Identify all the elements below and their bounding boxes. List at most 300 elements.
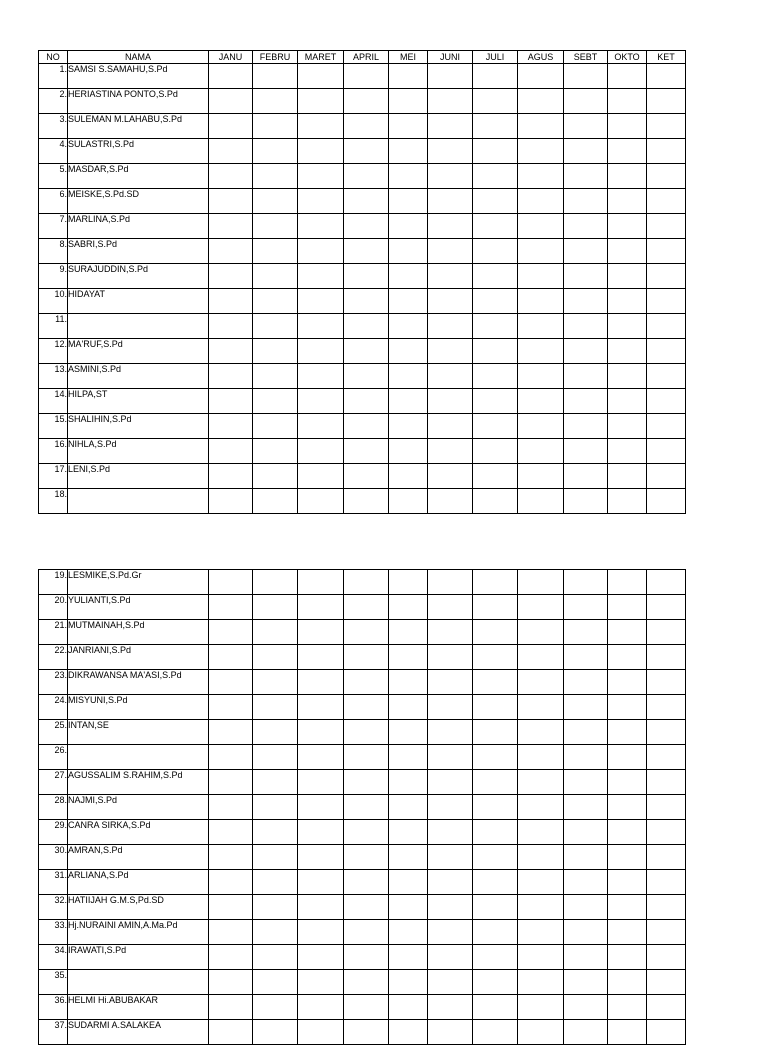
header-januari: JANU [209,51,253,64]
row-number: 4. [39,139,68,164]
table-row [39,620,686,645]
empty-cell [298,314,344,339]
empty-cell [608,720,647,745]
empty-cell [298,820,344,845]
row-number: 18. [39,489,68,514]
empty-cell [647,995,686,1020]
empty-cell [564,264,608,289]
empty-cell [518,920,564,945]
empty-cell [298,970,344,995]
empty-cell [253,570,298,595]
row-name: IRAWATI,S.Pd [68,945,209,970]
empty-cell [253,845,298,870]
empty-cell [344,489,389,514]
empty-cell [389,770,428,795]
empty-cell [647,364,686,389]
empty-cell [473,795,518,820]
empty-cell [564,995,608,1020]
empty-cell [209,414,253,439]
row-number: 3. [39,114,68,139]
empty-cell [647,795,686,820]
empty-cell [209,1020,253,1045]
empty-cell [608,189,647,214]
empty-cell [298,620,344,645]
empty-cell [608,995,647,1020]
empty-cell [298,920,344,945]
empty-cell [209,239,253,264]
table-row [39,264,686,289]
row-number: 28. [39,795,68,820]
empty-cell [298,945,344,970]
empty-cell [564,895,608,920]
empty-cell [389,720,428,745]
table-row [39,139,686,164]
empty-cell [608,64,647,89]
empty-cell [428,489,473,514]
empty-cell [253,489,298,514]
empty-cell [389,364,428,389]
row-name: AMRAN,S.Pd [68,845,209,870]
empty-cell [647,945,686,970]
empty-cell [209,389,253,414]
empty-cell [518,339,564,364]
empty-cell [428,945,473,970]
empty-cell [608,870,647,895]
empty-cell [344,439,389,464]
row-name: HATIIJAH G.M.S,Pd.SD [68,895,209,920]
empty-cell [298,489,344,514]
empty-cell [428,89,473,114]
empty-cell [428,164,473,189]
empty-cell [518,845,564,870]
row-name: LENI,S.Pd [68,464,209,489]
empty-cell [344,164,389,189]
empty-cell [473,745,518,770]
empty-cell [473,489,518,514]
row-number: 12. [39,339,68,364]
empty-cell [209,289,253,314]
row-number: 22. [39,645,68,670]
empty-cell [298,139,344,164]
empty-cell [428,620,473,645]
row-name [68,489,209,514]
row-name: MA'RUF,S.Pd [68,339,209,364]
empty-cell [608,239,647,264]
empty-cell [389,189,428,214]
row-name: HILPA,ST [68,389,209,414]
empty-cell [298,720,344,745]
empty-cell [564,620,608,645]
empty-cell [647,595,686,620]
empty-cell [209,920,253,945]
empty-cell [389,264,428,289]
empty-cell [473,139,518,164]
empty-cell [428,189,473,214]
empty-cell [647,289,686,314]
empty-cell [389,670,428,695]
table-row [39,114,686,139]
empty-cell [209,570,253,595]
empty-cell [344,570,389,595]
empty-cell [564,114,608,139]
table-row [39,64,686,89]
empty-cell [608,364,647,389]
row-name: SHALIHIN,S.Pd [68,414,209,439]
empty-cell [647,114,686,139]
empty-cell [428,670,473,695]
empty-cell [209,439,253,464]
empty-cell [253,970,298,995]
row-name: SURAJUDDIN,S.Pd [68,264,209,289]
empty-cell [253,870,298,895]
empty-cell [344,314,389,339]
empty-cell [428,364,473,389]
empty-cell [428,695,473,720]
empty-cell [209,314,253,339]
empty-cell [253,820,298,845]
empty-cell [647,164,686,189]
empty-cell [564,670,608,695]
empty-cell [209,464,253,489]
empty-cell [344,139,389,164]
empty-cell [209,339,253,364]
empty-cell [564,820,608,845]
empty-cell [428,895,473,920]
empty-cell [473,720,518,745]
empty-cell [389,1020,428,1045]
empty-cell [298,164,344,189]
empty-cell [564,970,608,995]
empty-cell [647,389,686,414]
empty-cell [518,570,564,595]
table-row [39,189,686,214]
attendance-table-page-1 [38,50,686,514]
empty-cell [608,489,647,514]
empty-cell [253,945,298,970]
empty-cell [253,464,298,489]
empty-cell [608,820,647,845]
empty-cell [518,264,564,289]
empty-cell [564,645,608,670]
table-row [39,895,686,920]
empty-cell [428,339,473,364]
empty-cell [473,414,518,439]
row-name: SULEMAN M.LAHABU,S.Pd [68,114,209,139]
row-number: 26. [39,745,68,770]
empty-cell [389,489,428,514]
empty-cell [344,770,389,795]
empty-cell [389,414,428,439]
empty-cell [389,620,428,645]
empty-cell [389,114,428,139]
empty-cell [608,645,647,670]
empty-cell [428,720,473,745]
empty-cell [298,795,344,820]
empty-cell [564,314,608,339]
empty-cell [298,745,344,770]
empty-cell [473,214,518,239]
empty-cell [473,64,518,89]
empty-cell [564,289,608,314]
table-row [39,89,686,114]
empty-cell [518,214,564,239]
header-mei: MEI [389,51,428,64]
row-number: 15. [39,414,68,439]
empty-cell [608,570,647,595]
empty-cell [518,89,564,114]
empty-cell [389,595,428,620]
empty-cell [428,114,473,139]
empty-cell [344,870,389,895]
row-name: MARLINA,S.Pd [68,214,209,239]
row-number: 1. [39,64,68,89]
empty-cell [253,339,298,364]
empty-cell [647,1020,686,1045]
table-row [39,389,686,414]
empty-cell [518,414,564,439]
empty-cell [608,389,647,414]
empty-cell [389,795,428,820]
empty-cell [518,795,564,820]
empty-cell [473,845,518,870]
row-number: 9. [39,264,68,289]
row-number: 37. [39,1020,68,1045]
empty-cell [647,745,686,770]
empty-cell [389,314,428,339]
empty-cell [564,945,608,970]
empty-cell [253,89,298,114]
empty-cell [647,89,686,114]
row-name: AGUSSALIM S.RAHIM,S.Pd [68,770,209,795]
table-row [39,164,686,189]
empty-cell [518,895,564,920]
empty-cell [428,920,473,945]
empty-cell [564,770,608,795]
empty-cell [473,439,518,464]
table-row [39,770,686,795]
empty-cell [209,489,253,514]
empty-cell [647,670,686,695]
empty-cell [518,1020,564,1045]
empty-cell [428,464,473,489]
empty-cell [298,189,344,214]
row-name [68,314,209,339]
empty-cell [428,314,473,339]
empty-cell [209,845,253,870]
empty-cell [344,845,389,870]
empty-cell [518,464,564,489]
empty-cell [209,770,253,795]
empty-cell [473,570,518,595]
row-number: 32. [39,895,68,920]
attendance-table-page-2 [38,569,686,1045]
empty-cell [473,314,518,339]
row-number: 5. [39,164,68,189]
empty-cell [564,489,608,514]
header-agustus: AGUS [518,51,564,64]
empty-cell [564,720,608,745]
empty-cell [428,414,473,439]
empty-cell [298,645,344,670]
row-number: 36. [39,995,68,1020]
empty-cell [253,1020,298,1045]
empty-cell [389,970,428,995]
empty-cell [389,895,428,920]
empty-cell [608,845,647,870]
empty-cell [608,945,647,970]
empty-cell [647,139,686,164]
table-row [39,695,686,720]
empty-cell [473,945,518,970]
header-row [39,51,686,64]
row-name: CANRA SIRKA,S.Pd [68,820,209,845]
row-name: ASMINI,S.Pd [68,364,209,389]
table-row [39,414,686,439]
empty-cell [518,364,564,389]
table-row [39,570,686,595]
empty-cell [564,920,608,945]
empty-cell [473,239,518,264]
empty-cell [389,995,428,1020]
row-name: SABRI,S.Pd [68,239,209,264]
empty-cell [428,570,473,595]
row-name: MEISKE,S.Pd.SD [68,189,209,214]
table-row [39,1020,686,1045]
empty-cell [647,970,686,995]
empty-cell [647,214,686,239]
row-number: 24. [39,695,68,720]
empty-cell [253,414,298,439]
empty-cell [473,645,518,670]
table-row [39,945,686,970]
empty-cell [209,89,253,114]
table-row [39,795,686,820]
empty-cell [647,489,686,514]
row-name: NIHLA,S.Pd [68,439,209,464]
empty-cell [344,339,389,364]
empty-cell [298,870,344,895]
empty-cell [647,239,686,264]
row-number: 6. [39,189,68,214]
empty-cell [209,995,253,1020]
row-name: INTAN,SE [68,720,209,745]
row-name: HELMI Hi.ABUBAKAR [68,995,209,1020]
empty-cell [518,945,564,970]
empty-cell [647,845,686,870]
empty-cell [253,164,298,189]
empty-cell [428,870,473,895]
row-name: JANRIANI,S.Pd [68,645,209,670]
empty-cell [253,920,298,945]
table-row [39,464,686,489]
empty-cell [647,64,686,89]
empty-cell [518,314,564,339]
empty-cell [389,64,428,89]
empty-cell [518,670,564,695]
empty-cell [209,139,253,164]
empty-cell [389,439,428,464]
empty-cell [518,870,564,895]
empty-cell [344,214,389,239]
empty-cell [647,720,686,745]
empty-cell [389,645,428,670]
empty-cell [389,89,428,114]
row-number: 31. [39,870,68,895]
empty-cell [608,439,647,464]
empty-cell [298,264,344,289]
row-number: 11. [39,314,68,339]
empty-cell [473,389,518,414]
empty-cell [389,339,428,364]
empty-cell [564,870,608,895]
empty-cell [253,895,298,920]
empty-cell [647,620,686,645]
empty-cell [344,239,389,264]
empty-cell [473,870,518,895]
empty-cell [647,414,686,439]
empty-cell [253,64,298,89]
empty-cell [518,239,564,264]
empty-cell [344,414,389,439]
empty-cell [647,189,686,214]
empty-cell [564,89,608,114]
empty-cell [428,264,473,289]
empty-cell [298,414,344,439]
empty-cell [608,670,647,695]
empty-cell [253,695,298,720]
empty-cell [298,214,344,239]
row-name [68,970,209,995]
empty-cell [647,339,686,364]
empty-cell [253,745,298,770]
empty-cell [608,214,647,239]
empty-cell [428,645,473,670]
empty-cell [473,695,518,720]
empty-cell [518,139,564,164]
empty-cell [298,114,344,139]
empty-cell [344,645,389,670]
table-row [39,239,686,264]
empty-cell [389,289,428,314]
empty-cell [518,620,564,645]
header-nama: NAMA [68,51,209,64]
empty-cell [344,620,389,645]
empty-cell [253,439,298,464]
empty-cell [564,189,608,214]
empty-cell [209,695,253,720]
empty-cell [473,995,518,1020]
row-number: 23. [39,670,68,695]
empty-cell [647,439,686,464]
empty-cell [608,620,647,645]
empty-cell [298,239,344,264]
empty-cell [564,139,608,164]
empty-cell [298,995,344,1020]
table-row [39,720,686,745]
row-number: 10. [39,289,68,314]
empty-cell [518,439,564,464]
empty-cell [518,695,564,720]
empty-cell [564,439,608,464]
header-no: NO [39,51,68,64]
empty-cell [344,745,389,770]
empty-cell [344,945,389,970]
empty-cell [473,770,518,795]
empty-cell [647,920,686,945]
table-row [39,595,686,620]
empty-cell [253,795,298,820]
empty-cell [389,164,428,189]
